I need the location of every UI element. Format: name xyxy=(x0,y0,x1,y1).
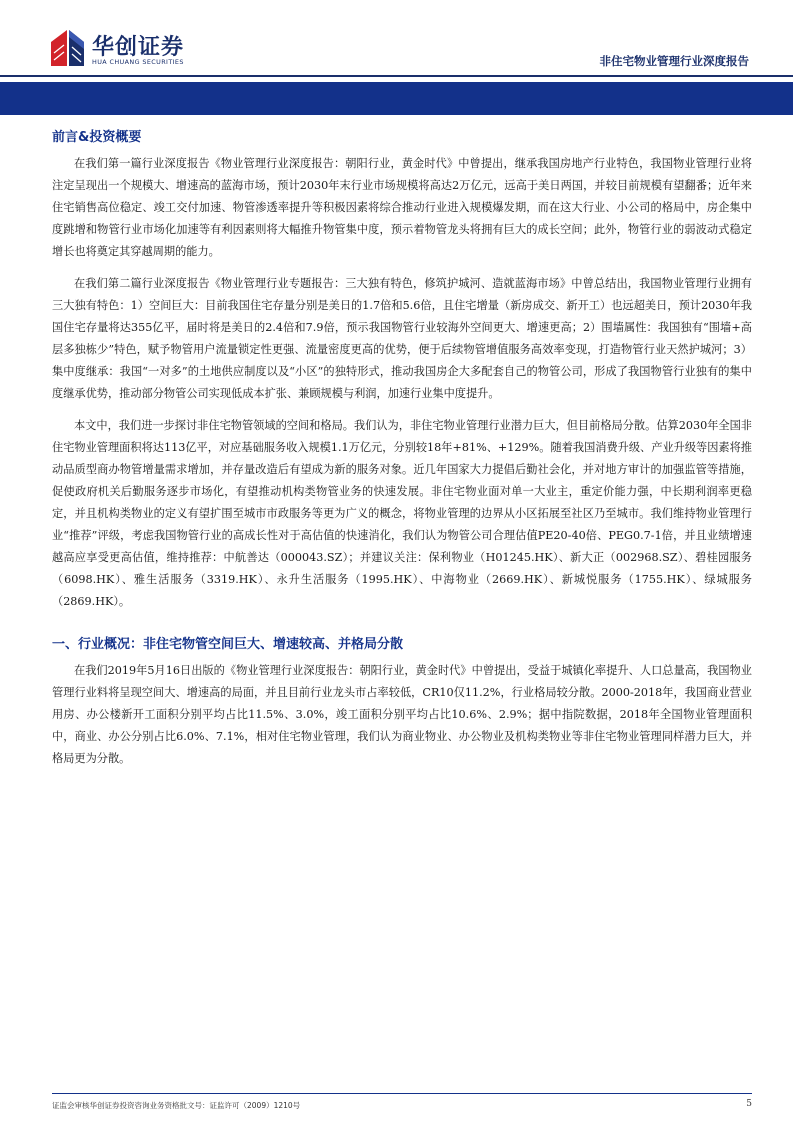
header-band xyxy=(0,82,793,115)
intro-paragraph-3: 本文中，我们进一步探讨非住宅物管领域的空间和格局。我们认为，非住宅物业管理行业潜力巨大，但目前格局分散。估算2030年全国非住宅物业管理面积将达113亿平，对应基础服务收入规模1.1万亿元，分别较18年+81%、+129%。随着我国消费升级、产业升级等因素将推动品质型商办物管增量需求增加，并存量改造后有望成为新的服务对象。近几年国家大力提倡后勤社会化，并对地方审计的加强监管等措施，促使政府机关后勤服务逐步市场化，有望推动机构类物管业务的快速发展。非住宅物业面对单一大业主，重定价能力强，中长期利润率更稳定，并且机构类物业的定义有望扩围至城市市政服务等更为广义的概念，将物业管理的边界从小区拓展至社区乃至城市。我们维持物业管理行业“推荐”评级，考虑我国物管行业的高成长性对于高估值的快速消化，我们认为物管公司合理估值PE20-40倍、PEG0.7-1倍，并且业绩增速越高应享受更高估值，维持推荐：中航善达（000043.SZ）；并建议关注：保利物业（H01245.HK）、新大正（002968.SZ）、碧桂园服务（6098.HK）、雅生活服务（3319.HK）、永升生活服务（1995.HK）、中海物业（2669.HK）、新城悦服务（1755.HK）、绿城服务（2869.HK）。 xyxy=(52,419,752,608)
section-1-paragraph-1: 在我们2019年5月16日出版的《物业管理行业深度报告：朝阳行业，黄金时代》中曾提出，受益于城镇化率提升、人口总量高，我国物业管理行业料将呈现空间大、增速高的局面，并且目前行业龙头市占率较低，CR10仅11.2%，行业格局较分散。2000-2018年，我国商业营业用房、办公楼新开工面积分别平均占比11.5%、3.0%，竣工面积分别平均占比10.6%、2.9%；据中指院数据，2018年全国物业管理面积中，商业、办公分别占比6.0%、7.1%，相对住宅物业管理，我们认为商业物业、办公物业及机构类物业等非住宅物业管理同样潜力巨大，并格局更为分散。 xyxy=(52,664,752,765)
hua-chuang-logo-icon xyxy=(48,29,86,67)
company-logo xyxy=(48,29,208,71)
report-body xyxy=(52,124,752,780)
page-header xyxy=(0,0,793,118)
intro-paragraph-2: 在我们第二篇行业深度报告《物业管理行业专题报告：三大独有特色，修筑护城河、造就蓝海市场》中曾总结出，我国物业管理行业拥有三大独有特色：1）空间巨大：目前我国住宅存量分别是美日的1.7倍和5.6倍，且住宅增量（新房成交、新开工）也远超美日，预计2030年我国住宅存量将达355亿平，届时将是美日的2.4倍和7.9倍，预示我国物管行业较海外空间更大、增速更高；2）围墙属性：我国独有“围墙+高层多独栋少”特色，赋予物管用户流量锁定性更强、流量密度更高的优势，便于后续物管增值服务高效率变现，打造物管行业天然护城河；3）集中度继承：我国“一对多”的土地供应制度以及“小区”的独特形式，推动我国房企大多配套自己的物管公司，形成了我国物管行业独有的集中度继承优势，推动部分物管公司实现低成本扩张、兼顾规模与利润，加速行业集中度提升。 xyxy=(52,277,752,400)
logo-english-name: HUA CHUANG SECURITIES xyxy=(92,58,184,66)
footer-rule xyxy=(52,1093,752,1094)
header-rule xyxy=(0,75,793,77)
logo-chinese-name: 华创证券 xyxy=(92,35,185,60)
page-number: 5 xyxy=(746,1099,752,1109)
license-statement: 证监会审核华创证券投资咨询业务资格批文号：证监许可（2009）1210号 xyxy=(52,1101,301,1110)
intro-heading: 前言&投资概要 xyxy=(52,130,142,145)
report-title: 非住宅物业管理行业深度报告 xyxy=(599,54,749,68)
section-1-heading: 一、行业概况：非住宅物管空间巨大、增速较高、并格局分散 xyxy=(52,637,404,652)
intro-paragraph-1: 在我们第一篇行业深度报告《物业管理行业深度报告：朝阳行业，黄金时代》中曾提出，继承我国房地产行业特色，我国物业管理行业将注定呈现出一个规模大、增速高的蓝海市场，预计2030年末行业市场规模将高达2万亿元，远高于美日两国，并较目前规模有望翻番；近年来住宅销售高位稳定、竣工交付加速、物管渗透率提升等积极因素将综合推动行业进入规模爆发期，而在这大行业、小公司的格局中，房企集中度跳增和物管行业市场化加速等有利因素则将大幅推升物管集中度，预示着物管龙头将拥有巨大的成长空间；此外，物管行业的弱波动式稳定增长也将奠定其穿越周期的能力。 xyxy=(52,157,752,258)
page-footer xyxy=(52,1093,752,1117)
